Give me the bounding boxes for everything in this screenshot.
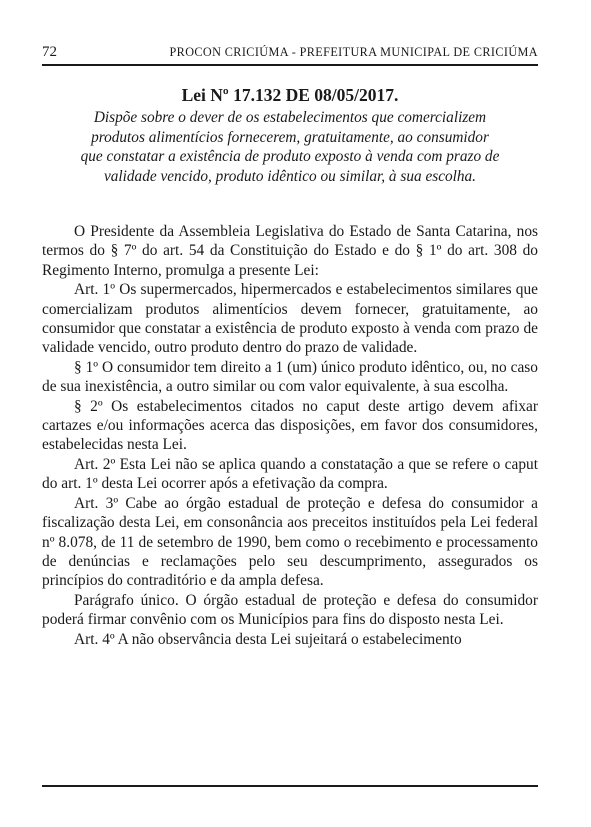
article-2-paragraph: Art. 2º Esta Lei não se aplica quando a constatação a que se refere o caput do art. 1º desta Lei ocorrer após a efetivação da compra.: [42, 455, 538, 493]
law-body: [42, 222, 538, 649]
law-summary-line: Dispõe sobre o dever de os estabelecimentos que comercializem: [93, 109, 487, 126]
footer-rule: [42, 785, 538, 787]
running-head: PROCON CRICIÚMA - PREFEITURA MUNICIPAL DE CRICIÚMA: [169, 45, 538, 59]
law-heading: [42, 84, 538, 186]
article-1-paragraph: Art. 1º Os supermercados, hipermercados e estabelecimentos similares que comercializam produtos alimentícios devem fornecer, gratuitamente, ao consumidor que constatar a existência de produto exposto à venda com prazo de validade vencido, outro produto dentro do prazo de validade.: [42, 281, 538, 357]
law-summary: [42, 108, 538, 186]
article-1-section-1: § 1º O consumidor tem direito a 1 (um) único produto idêntico, ou, no caso de sua inexistência, a outro similar ou com valor equivalente, à sua escolha.: [42, 358, 538, 396]
law-summary-line: validade vencido, produto idêntico ou similar, à sua escolha.: [103, 167, 477, 185]
law-summary-line: que constatar a existência de produto exposto à venda com prazo de: [80, 148, 500, 165]
law-summary-line: produtos alimentícios fornecerem, gratuitamente, ao consumidor: [91, 128, 489, 146]
article-3-sole-paragraph: Parágrafo único. O órgão estadual de proteção e defesa do consumidor poderá firmar convênio com os Municípios para fins do disposto nesta Lei.: [42, 591, 538, 629]
article-4-paragraph: Art. 4º A não observância desta Lei sujeitará o estabelecimento: [74, 630, 462, 648]
header-rule: [42, 64, 538, 66]
article-1-section-2: § 2º Os estabelecimentos citados no caput deste artigo devem afixar cartazes e/ou informações acerca das disposições, em favor dos consumidores, estabelecidas nesta Lei.: [42, 397, 538, 454]
article-3-paragraph: Art. 3º Cabe ao órgão estadual de proteção e defesa do consumidor a fiscalização desta Lei, em consonância aos preceitos instituídos pela Lei federal nº 8.078, de 11 de setembro de 1990, bem como o recebimento e processamento de denúncias e reclamações pelo seu descumprimento, assegurados os princípios do contraditório e da ampla defesa.: [42, 494, 538, 590]
preamble-paragraph: O Presidente da Assembleia Legislativa do Estado de Santa Catarina, nos termos do § 7º do art. 54 da Constituição do Estado e do § 1º do art. 308 do Regimento Interno, promulga a presente Lei:: [42, 223, 538, 279]
page-header: [42, 40, 538, 62]
law-title: Lei Nº 17.132 DE 08/05/2017.: [181, 85, 399, 105]
page-number: 72: [42, 44, 57, 60]
